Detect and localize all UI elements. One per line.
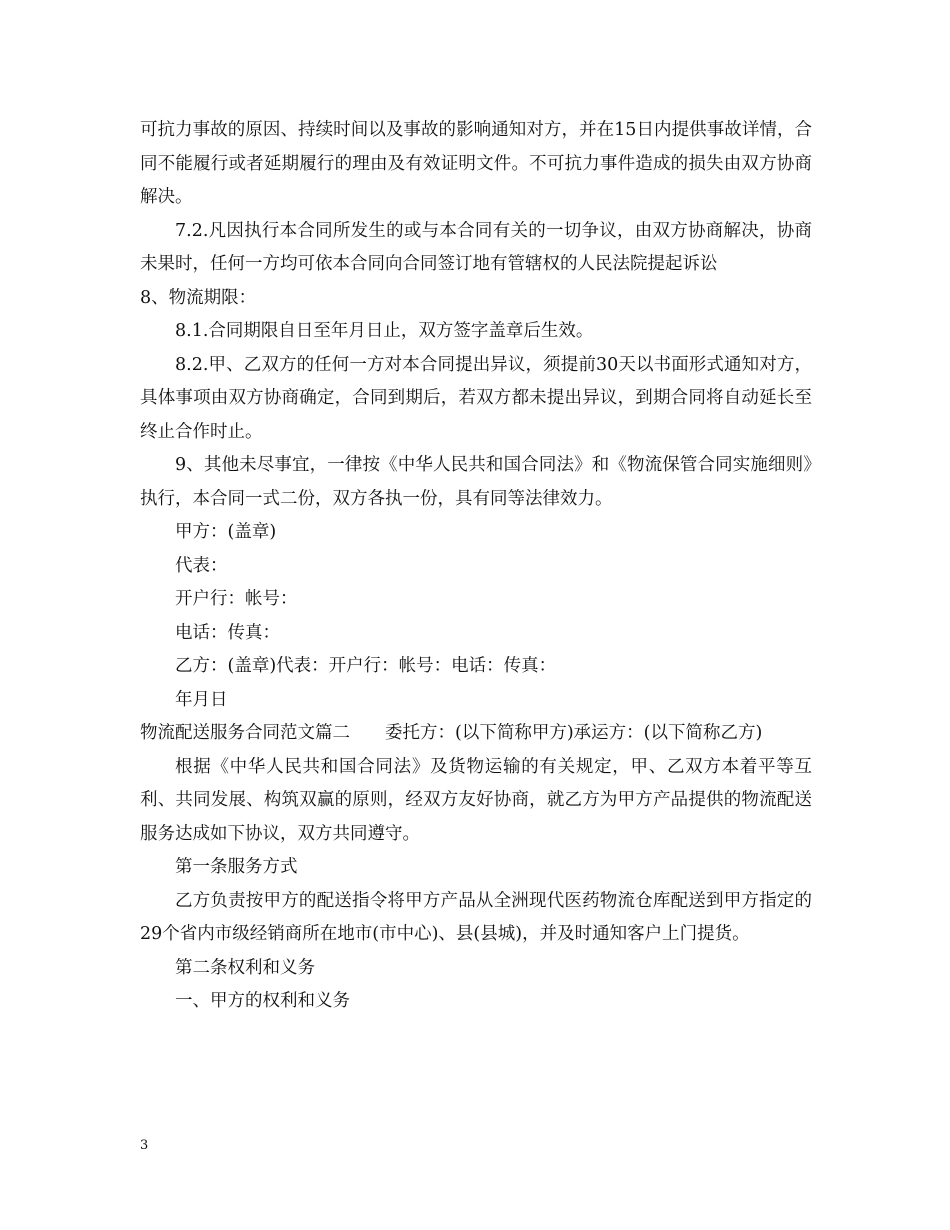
party-a-seal: 甲方：(盖章): [175, 522, 277, 542]
party-b-details: 乙方：(盖章)代表：开户行：帐号：电话：传真：: [175, 656, 557, 676]
paragraph-agreement-basis: 根据《中华人民共和国合同法》及货物运输的有关规定，甲、乙双方本着平等互利、共同发展、构筑双赢的原则，经双方友好协商，就乙方为甲方产品提供的物流配送服务达成如下协议，双方共同遵守。: [140, 756, 812, 844]
paragraph-objection-notice: 8.2.甲、乙双方的任何一方对本合同提出异议，须提前30天以书面形式通知对方，具体事项由双方协商确定，合同到期后，若双方都未提出异议，到期合同将自动延长至终止合作时止。: [140, 354, 812, 442]
party-a-representative: 代表：: [175, 555, 228, 576]
paragraph-force-majeure-continued: 可抗力事故的原因、持续时间以及事故的影响通知对方，并在15日内提供事故详情，合同不能履行或者延期履行的理由及有效证明文件。不可抗力事件造成的损失由双方协商解决。: [140, 120, 812, 207]
heading-party-a-rights: 一、甲方的权利和义务: [175, 991, 350, 1011]
heading-article-one: 第一条服务方式: [175, 857, 298, 877]
heading-logistics-term: 8、物流期限：: [140, 287, 257, 308]
paragraph-service-method: 乙方负责按甲方的配送指令将甲方产品从全洲现代医药物流仓库配送到甲方指定的29个省内市级经销商所在地市(市中心)、县(县城)，并及时通知客户上门提货。: [140, 890, 812, 944]
document-body: [140, 114, 812, 1019]
heading-article-two: 第二条权利和义务: [175, 957, 315, 978]
paragraph-contract-term: 8.1.合同期限自日至年月日止，双方签字盖章后生效。: [175, 321, 594, 341]
signature-date: 年月日: [175, 689, 228, 710]
paragraph-other-matters: 9、其他未尽事宜，一律按《中华人民共和国合同法》和《物流保管合同实施细则》执行，本合同一式二份，双方各执一份，具有同等法律效力。: [140, 455, 812, 509]
party-a-phone-fax: 电话：传真：: [175, 622, 280, 643]
paragraph-dispute-resolution: 7.2.凡因执行本合同所发生的或与本合同有关的一切争议，由双方协商解决，协商未果时，任何一方均可依本合同向合同签订地有管辖权的人民法院提起诉讼: [140, 220, 812, 274]
party-a-bank-account: 开户行：帐号：: [175, 589, 298, 609]
page-number: 3: [140, 1138, 149, 1153]
section-title-sample-two: 物流配送服务合同范文篇二 委托方：(以下简称甲方)承运方：(以下简称乙方): [140, 723, 763, 743]
